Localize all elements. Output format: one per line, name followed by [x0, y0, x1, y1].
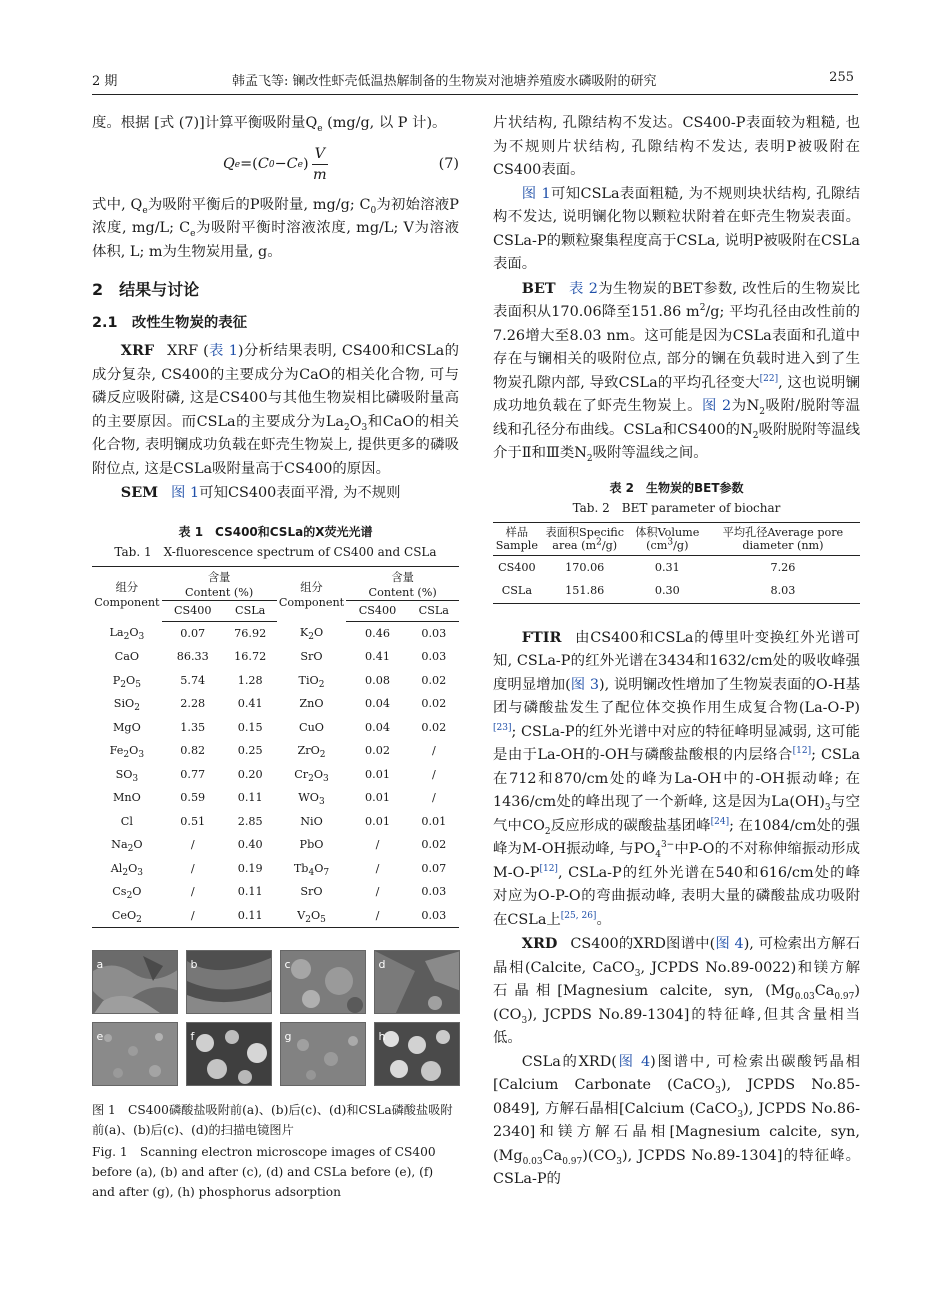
citation-link[interactable]: [12] [792, 746, 812, 757]
component-cell: $Al_2O_3$ [110, 861, 144, 878]
figure-2-link[interactable]: 图 2 [702, 398, 732, 414]
citation-link[interactable]: [12] [539, 863, 558, 874]
table-1-body [92, 621, 459, 928]
table-row [92, 692, 459, 716]
right-column [493, 112, 860, 1192]
paragraph-xrf: XRF XRF (表 1)分析结果表明, CS400和CSLa的成分复杂, CS400的主要成分为CaO的相关化合物, 可与磷反应吸附磷, 这是CS400与其他生物炭相比磷吸附量高的主要原因。而CSLa的主要成分为$La_2O_3$和CaO的相关化合物, 表明镧成功负载在虾壳生物炭上, 提供更多的磷吸附位点, 这是CSLa吸附量高于CS400的原因。 [92, 342, 459, 477]
col-header-content: 含量 Content (%) [162, 566, 277, 600]
value-cell: 0.11 [237, 791, 263, 804]
table-row [92, 739, 459, 763]
value-cell: 86.33 [176, 650, 209, 663]
table-row [92, 833, 459, 857]
value-cell: 16.72 [234, 650, 267, 663]
value-cell: 0.46 [365, 626, 390, 640]
component-cell: ZnO [299, 697, 324, 710]
value-cell: 0.15 [237, 720, 263, 734]
value-cell: / [190, 861, 195, 875]
sem-image-e: e [92, 1022, 178, 1086]
value-cell: / [375, 908, 380, 922]
value-cell: 0.04 [365, 697, 390, 710]
header-rule [92, 94, 858, 95]
component-cell: Cl [120, 814, 133, 828]
component-cell: CeO$_2$ [111, 908, 142, 925]
col-header-pore-diameter: 平均孔径Average pore diameter (nm) [706, 522, 860, 555]
component-cell: $V_2O_5$ [297, 908, 326, 925]
table-1 [92, 566, 459, 929]
equation-7: Q e =( C 0 − C e ) $\frac{V}{m}$ (7) [222, 146, 459, 183]
component-cell: CaO [114, 650, 140, 663]
component-cell: $SO_3$ [115, 767, 139, 784]
sem-image-b: b [186, 950, 272, 1014]
col-header-sample: 样品 Sample [493, 522, 541, 555]
paragraph-variables: 式中, $Q_e$为吸附平衡后的P吸附量, mg/g; $C_0$为初始溶液P浓度, mg/L; $C_e$为吸附平衡时溶液浓度, mg/L; V为溶液体积, L; m为生物炭用量, g。 [92, 196, 459, 260]
component-cell: PbO [299, 838, 324, 851]
table-1-link[interactable]: 表 1 [208, 343, 238, 359]
sem-image-h: h [374, 1022, 460, 1086]
running-title: 韩孟飞等: 镧改性虾壳低温热解制备的生物炭对池塘养殖废水磷吸附的研究 [232, 74, 657, 89]
value-cell: 0.03 [421, 885, 447, 898]
value-cell: 0.59 [180, 791, 206, 804]
table-row [92, 786, 459, 810]
component-cell: CuO [299, 720, 324, 734]
value-cell: 0.02 [365, 744, 390, 757]
left-column [92, 112, 459, 1202]
paragraph-ftir: FTIR 由CS400和CSLa的傅里叶变换红外光谱可知, CSLa-P的红外光谱在3434和1632/cm处的吸收峰强度明显增加(图 3), 说明镧改性增加了生物炭表面的O-H基团与磷酸盐发生了配位体交换作用生成复合物(La-O-P)[23]; CSLa-P的红外光谱中对应的特征峰明显减弱, 这可能是由于La-OH的-OH与磷酸盐酸根的内层络合[12]; CSLa在712和870/cm处的峰为La-OH中的-OH振动峰; 在1436/cm处的峰出现了一个新峰, 这是因为$La(OH)_3$与空气中$CO_2$反应形成的碳酸盐基团峰[24]; 在1084/cm处的强峰为M-OH振动峰, 与$PO_4^{3-}$中P-O的不对称伸缩振动形成M-O-P[12], CSLa-P的红外光谱在540和616/cm处的峰对应为O-P-O的弯曲振动峰, 表明大量的磷酸盐成功吸附在CSLa上[25, 26]。 [493, 628, 860, 928]
component-cell: SiO$_2$ [113, 697, 140, 714]
table-row [92, 904, 459, 928]
table-row [92, 763, 459, 787]
value-cell: 0.02 [421, 720, 447, 734]
table-row [92, 810, 459, 834]
equation-number: (7) [438, 155, 459, 172]
value-cell: 0.01 [365, 791, 390, 804]
value-cell: / [190, 885, 195, 898]
component-cell: SrO [300, 885, 323, 898]
value-cell: 151.86 [565, 584, 605, 597]
value-cell: 0.08 [365, 673, 390, 687]
value-cell: 0.03 [421, 650, 447, 663]
table-row [493, 579, 860, 603]
paragraph-bet: BET 表 2为生物炭的BET参数, 改性后的生物炭比表面积从170.06降至151.86 $m^2/g$; 平均孔径由改性前的7.26增大至8.03 nm。这可能是因为CSLa表面和孔道中存在与镧相关的吸附位点, 部分的镧在负载时进入到了生物炭孔隙内部, 导致CSLa的平均孔径变大[22], 这也说明镧成功地负载在了虾壳生物炭上。图 2为$N_2$吸附/脱附等温线和孔径分布曲线。CSLa和CS400的$N_2$吸附脱附等温线介于Ⅱ和Ⅲ类$N_2$吸附等温线之间。 [493, 279, 861, 464]
paragraph-sem-cont: 片状结构, 孔隙结构不发达。CS400-P表面较为粗糙, 也为不规则片状结构, 孔隙结构不发达, 表明P被吸附在CS400表面。 [493, 115, 860, 178]
sem-image-g: g [280, 1022, 366, 1086]
value-cell: / [190, 838, 195, 851]
col-header-volume: 体积Volume $(cm^3/g)$ [629, 522, 706, 555]
table-row [92, 645, 459, 669]
value-cell: 7.26 [770, 560, 796, 574]
table-1-caption-cn: 表 1 CS400和CSLa的X荧光光谱 [178, 524, 373, 539]
issue-number: 2 期 [92, 74, 118, 89]
table-row [92, 621, 459, 645]
page-number: 255 [829, 70, 854, 85]
table-2-caption-en: Tab. 2 BET parameter of biochar [572, 500, 781, 515]
value-cell: / [375, 885, 380, 898]
value-cell: 0.25 [237, 744, 263, 757]
value-cell: 170.06 [565, 560, 605, 574]
component-cell: $Na_2O$ [111, 838, 143, 855]
paragraph-xrd-csla: CSLa的XRD(图 4)图谱中, 可检索出碳酸钙晶相[Calcium Carbonate (CaCO$_3$), JCPDS No.85-0849], 方解石晶相[Calcium (CaCO$_3$), JCPDS No.86-2340]和镁方解石晶相[Magnesium calcite, syn, $(Mg_{0.03}Ca_{0.97})(CO_3)$, JCPDS No.89-1304]的特征峰。CSLa-P的 [493, 1053, 861, 1187]
equation-fraction: $\frac{V}{m}$ [312, 146, 327, 183]
value-cell: 76.92 [234, 626, 267, 640]
component-cell: NiO [300, 814, 323, 828]
figure-1-link[interactable]: 图 1 [521, 185, 551, 202]
section-heading: 2 结果与讨论 [92, 280, 200, 299]
component-cell: MnO [112, 791, 141, 804]
value-cell: 0.31 [654, 560, 680, 574]
value-cell: 0.20 [237, 767, 263, 781]
col-header-csla: CSLa [409, 600, 459, 621]
col-header-component: 组分 Component [278, 581, 345, 610]
value-cell: 0.82 [180, 744, 206, 757]
value-cell: 0.19 [237, 861, 263, 875]
value-cell: 0.07 [421, 861, 447, 875]
table-row [493, 555, 860, 579]
sem-image-d: d [374, 950, 460, 1014]
table-row [92, 669, 459, 693]
value-cell: 0.03 [421, 908, 447, 922]
paragraph-intro: 度。根据 [式 (7)]计算平衡吸附量$Q_e$ (mg/g, 以 P 计)。 [92, 115, 447, 134]
value-cell: / [375, 861, 380, 875]
value-cell: 8.03 [770, 584, 796, 597]
value-cell: 0.02 [421, 697, 447, 710]
table-row [92, 880, 459, 904]
value-cell: 0.04 [365, 720, 390, 734]
component-cell: ZrO$_2$ [297, 744, 326, 761]
value-cell: 0.30 [654, 584, 680, 597]
value-cell: 1.35 [180, 720, 206, 734]
col-header-component: 组分 Component [94, 581, 160, 610]
table-1-caption-en: Tab. 1 X-fluorescence spectrum of CS400 and CSLa [114, 544, 437, 559]
value-cell: 0.11 [237, 908, 263, 922]
value-cell: 0.01 [421, 814, 447, 828]
value-cell: 0.01 [365, 767, 390, 781]
component-cell: $La_2O_3$ [109, 626, 145, 643]
value-cell: 2.85 [237, 814, 263, 828]
citation-link[interactable]: [25, 26] [560, 910, 597, 921]
component-cell: $P_2O_5$ [112, 673, 141, 690]
figure-1-link[interactable]: 图 1 [171, 485, 200, 501]
component-cell: $K_2O$ [299, 626, 324, 643]
sem-image-f: f [186, 1022, 272, 1086]
component-cell: $Cs_2O$ [112, 885, 142, 902]
value-cell: / [431, 767, 436, 781]
table-row [92, 716, 459, 740]
component-cell: MgO [112, 720, 141, 734]
value-cell: 0.41 [237, 697, 263, 710]
col-header-csla: CSLa [224, 600, 277, 621]
col-header-cs400: CS400 [346, 600, 408, 621]
component-cell: $Tb_4O_7$ [293, 861, 330, 878]
component-cell: $Fe_2O_3$ [109, 744, 145, 761]
sample-cell: CSLa [501, 584, 533, 597]
value-cell: 2.28 [180, 697, 206, 710]
table-2 [493, 522, 860, 604]
value-cell: 1.28 [237, 673, 263, 687]
paragraph-sem: SEM 图 1可知CS400表面平滑, 为不规则 [120, 484, 401, 501]
running-header [92, 70, 858, 92]
table-2-body [493, 555, 860, 603]
sem-image-a: a [92, 950, 178, 1014]
table-2-caption-cn: 表 2 生物炭的BET参数 [609, 480, 744, 495]
component-cell: TiO$_2$ [298, 673, 325, 690]
figure-1-caption-en: Fig. 1 Scanning electron microscope images of CS400 before (a), (b) and after (c), (d) and CSLa before (e), (f) and after (g), (h) phosphorus adsorption [92, 1145, 436, 1199]
col-header-area: 表面积Specific area $(m^2/g)$ [541, 522, 629, 555]
value-cell: 0.01 [365, 814, 390, 828]
component-cell: $Cr_2O_3$ [294, 767, 329, 784]
value-cell: / [375, 838, 380, 851]
sem-image-c: c [280, 950, 366, 1014]
value-cell: 0.03 [421, 626, 447, 640]
component-cell: SrO [300, 650, 323, 663]
value-cell: 0.51 [180, 814, 206, 828]
col-header-cs400: CS400 [162, 600, 224, 621]
figure-4-link[interactable]: 图 4 [715, 936, 744, 952]
value-cell: 0.11 [237, 885, 263, 898]
citation-link[interactable]: [24] [710, 816, 730, 827]
component-cell: $WO_3$ [298, 791, 325, 808]
table-2-link[interactable]: 表 2 [568, 280, 598, 297]
value-cell: 0.77 [180, 767, 206, 781]
table-row [92, 857, 459, 881]
value-cell: / [431, 744, 436, 757]
value-cell: 0.41 [365, 650, 390, 663]
value-cell: 5.74 [180, 673, 206, 687]
value-cell: 0.02 [421, 838, 447, 851]
col-header-content: 含量 Content (%) [346, 566, 459, 600]
value-cell: 0.40 [237, 838, 263, 851]
figure-1-caption-cn: 图 1 CS400磷酸盐吸附前(a)、(b)后(c)、(d)和CSLa磷酸盐吸附前(a)、(b)后(c)、(d)的扫描电镜图片 [92, 1103, 453, 1137]
paragraph-xrd: XRD CS400的XRD图谱中(图 4), 可检索出方解石晶相(Calcite, CaCO$_3$, JCPDS No.89-0022)和镁方解石晶相[Magnesium calcite, syn, $(Mg_{0.03}Ca_{0.97})(CO_3)$, JCPDS No.89-1304]的特征峰,但其含量相当低。 [493, 935, 861, 1046]
value-cell: / [431, 791, 436, 804]
value-cell: / [190, 908, 195, 922]
figure-1-grid [92, 950, 459, 1086]
citation-link[interactable]: [23] [493, 722, 512, 733]
paragraph-sem-csla: 图 1可知CSLa表面粗糙, 为不规则块状结构, 孔隙结构不发达, 说明镧化物以颗粒状附着在虾壳生物炭表面。CSLa-P的颗粒聚集程度高于CSLa, 说明P被吸附在CSLa表面。 [493, 185, 861, 272]
figure-4-link[interactable]: 图 4 [616, 1053, 651, 1070]
figure-3-link[interactable]: 图 3 [570, 676, 600, 693]
citation-link[interactable]: [22] [759, 373, 779, 384]
value-cell: 0.07 [180, 626, 206, 640]
sample-cell: CS400 [498, 560, 536, 574]
value-cell: 0.02 [421, 673, 447, 687]
subsection-heading: 2.1 改性生物炭的表征 [92, 314, 248, 331]
